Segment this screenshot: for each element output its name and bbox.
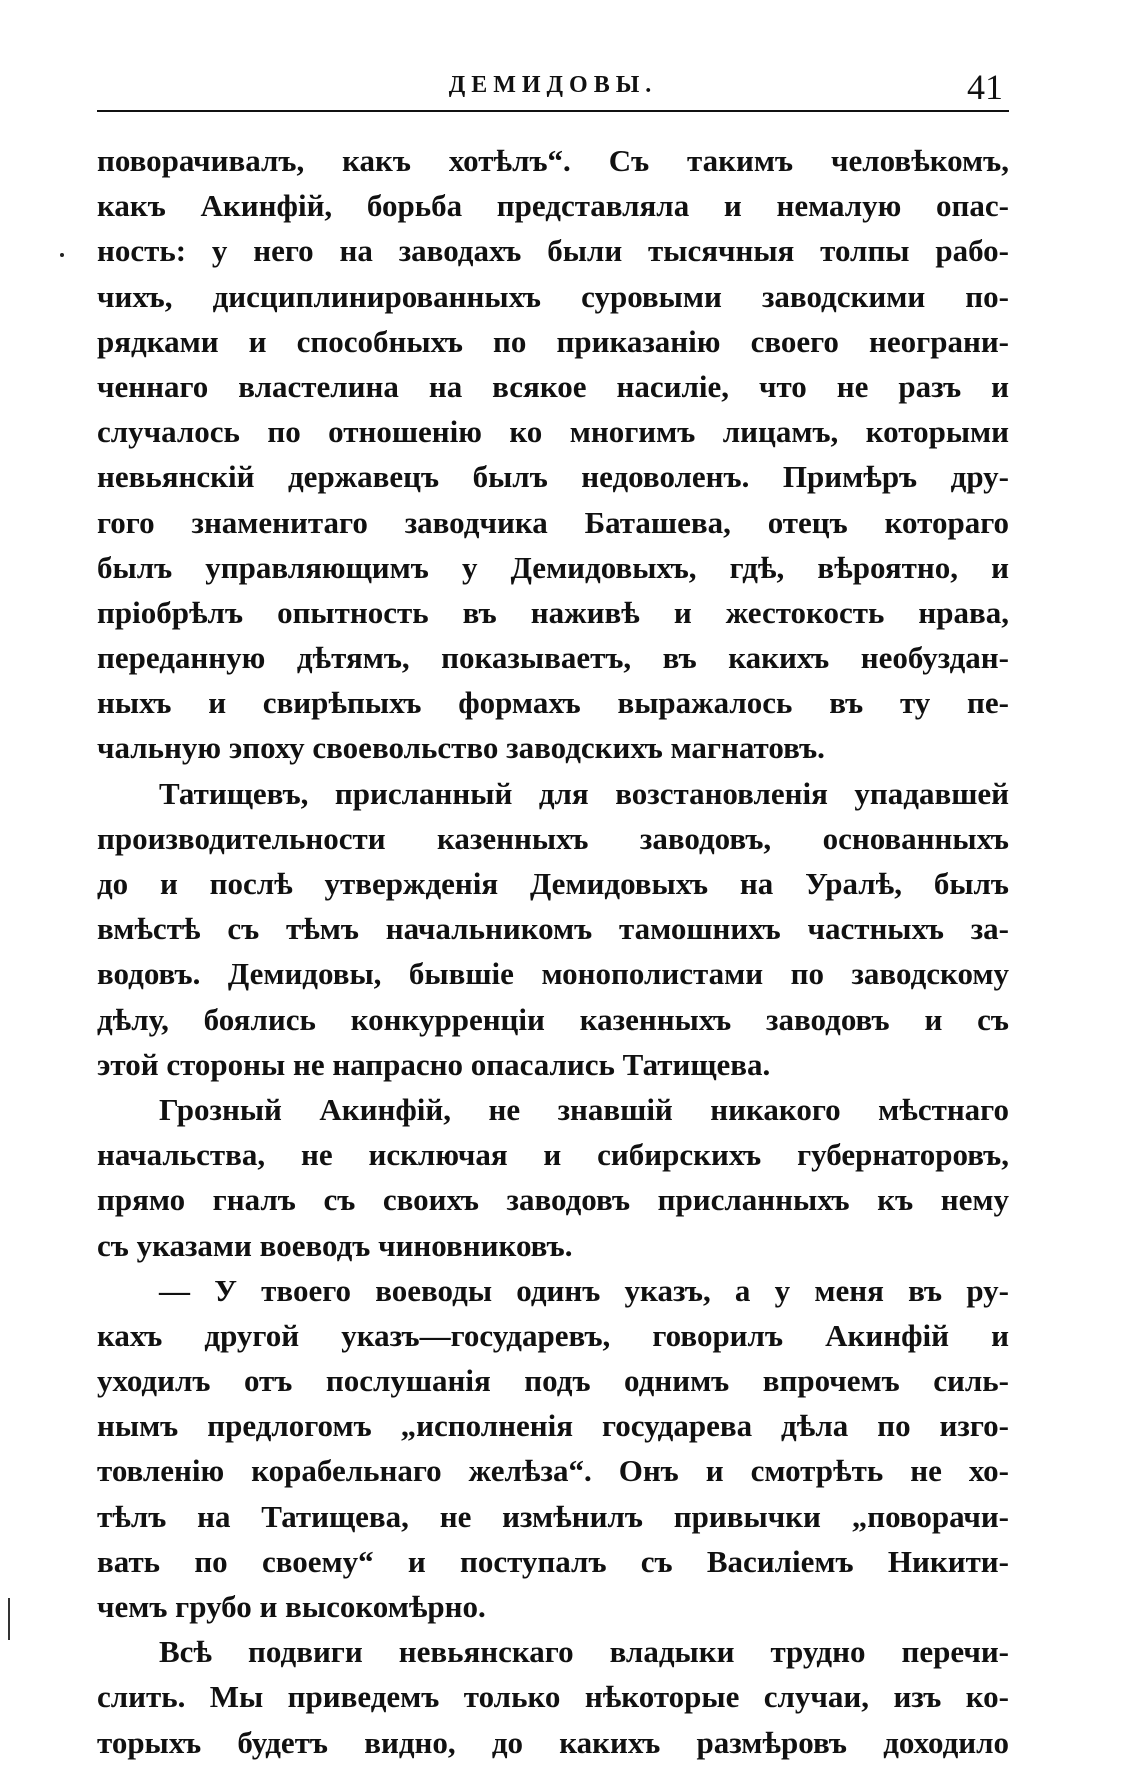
text-line: случалось по отношенію ко многимъ лицамъ, которыми — [97, 414, 1009, 450]
margin-speck — [60, 253, 64, 257]
text-line: чихъ, дисциплинированныхъ суровыми заводскими по- — [97, 278, 1009, 314]
text-line: прямо гналъ съ своихъ заводовъ присланныхъ къ нему — [97, 1182, 1009, 1218]
text-line: вмѣстѣ съ тѣмъ начальникомъ тамошнихъ частныхъ за- — [97, 911, 1009, 947]
text-line: гого знаменитаго заводчика Баташева, отецъ котораго — [97, 504, 1009, 540]
text-line: торыхъ будетъ видно, до какихъ размѣровъ доходило — [97, 1724, 1009, 1760]
text-line: ченнаго властелина на всякое насиліе, что не разъ и — [97, 368, 1009, 404]
text-line: этой стороны не напрасно опасались Татищева. — [97, 1046, 771, 1082]
text-line: Всѣ подвиги невьянскаго владыки трудно перечи- — [159, 1634, 1009, 1670]
text-line: нымъ предлогомъ „исполненія государева дѣла по изго- — [97, 1408, 1009, 1444]
text-line: слить. Мы приведемъ только нѣкоторые случаи, изъ ко- — [97, 1679, 1009, 1715]
text-line: водовъ. Демидовы, бывшіе монополистами по заводскому — [97, 956, 1009, 992]
text-line: ность: у него на заводахъ были тысячныя толпы рабо- — [97, 233, 1009, 269]
text-line: уходилъ отъ послушанія подъ однимъ впрочемъ силь- — [97, 1363, 1009, 1399]
text-line: чемъ грубо и высокомѣрно. — [97, 1589, 486, 1624]
text-line: переданную дѣтямъ, показываетъ, въ какихъ необуздан- — [97, 640, 1009, 676]
running-header — [97, 66, 1009, 112]
running-title: ДЕМИДОВЫ. — [448, 72, 658, 98]
text-line: ныхъ и свирѣпыхъ формахъ выражалось въ ту пе- — [97, 685, 1009, 721]
book-page — [97, 0, 1009, 1760]
text-line: дѣлу, боялись конкурренціи казенныхъ заводовъ и съ — [97, 1001, 1009, 1037]
text-line: невьянскій державецъ былъ недоволенъ. Примѣръ дру- — [97, 459, 1009, 495]
text-line: рядками и способныхъ по приказанію своего неограни- — [97, 323, 1009, 359]
text-line: кахъ другой указъ—государевъ, говорилъ Акинфій и — [97, 1317, 1009, 1353]
text-line: производительности казенныхъ заводовъ, основанныхъ — [97, 820, 1009, 856]
text-line: чальную эпоху своевольство заводскихъ магнатовъ. — [97, 730, 825, 766]
text-line: пріобрѣлъ опытность въ наживѣ и жестокость нрава, — [97, 594, 1009, 630]
margin-mark — [8, 1598, 10, 1640]
page-number: 41 — [967, 67, 1003, 107]
text-line: поворачивалъ, какъ хотѣлъ“. Съ такимъ человѣкомъ, — [97, 143, 1009, 178]
text-line: тѣлъ на Татищева, не измѣнилъ привычки „поворачи- — [97, 1498, 1009, 1534]
text-line: до и послѣ утвержденія Демидовыхъ на Уралѣ, былъ — [97, 866, 1009, 901]
text-line: товленію корабельнаго желѣза“. Онъ и смотрѣть не хо- — [97, 1453, 1009, 1489]
text-line: — У твоего воеводы одинъ указъ, а у меня въ ру- — [159, 1272, 1009, 1308]
text-line: Грозный Акинфій, не знавшій никакого мѣстнаго — [159, 1091, 1009, 1127]
text-line: какъ Акинфій, борьба представляла и немалую опас- — [97, 188, 1009, 224]
text-line: съ указами воеводъ чиновниковъ. — [97, 1227, 573, 1263]
body-text — [97, 138, 1009, 1765]
text-line: Татищевъ, присланный для возстановленія упадавшей — [159, 775, 1009, 811]
text-line: былъ управляющимъ у Демидовыхъ, гдѣ, вѣроятно, и — [97, 549, 1009, 585]
text-line: начальства, не исключая и сибирскихъ губернаторовъ, — [97, 1137, 1009, 1173]
text-line: вать по своему“ и поступалъ съ Василіемъ Никити- — [97, 1543, 1009, 1579]
